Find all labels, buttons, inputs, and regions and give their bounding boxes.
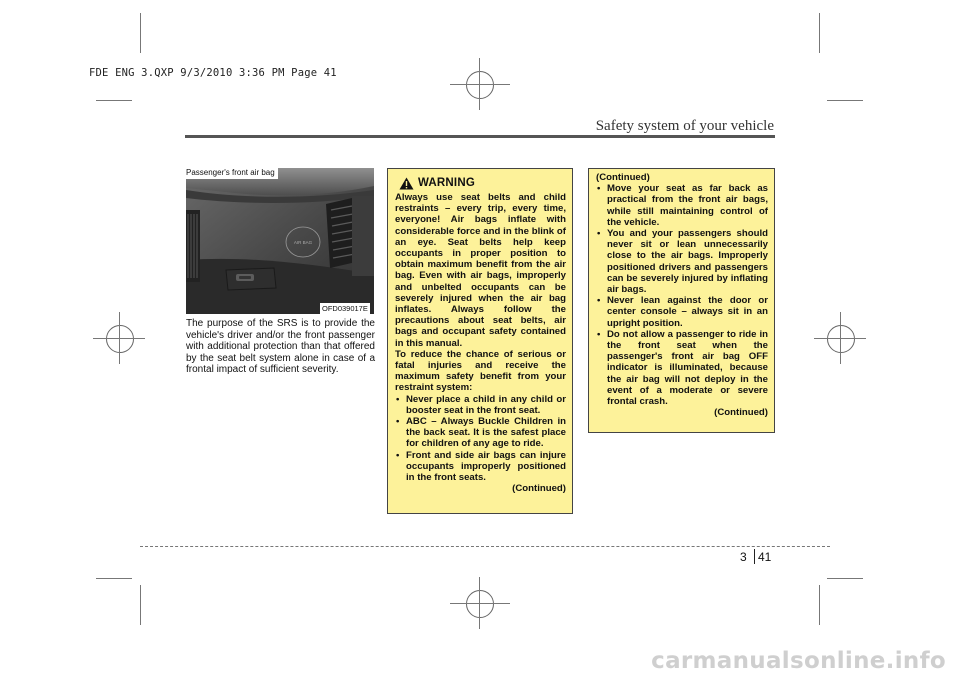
page-number-separator bbox=[754, 549, 755, 564]
figure-code: OFD039017E bbox=[322, 304, 368, 313]
warning-item: • ABC – Always Buckle Children in the back seat. It is the safest place for children of any age to ride. bbox=[395, 416, 566, 450]
continued-heading: (Continued) bbox=[596, 172, 650, 183]
warning-heading bbox=[399, 174, 566, 192]
figure-label: Passenger's front air bag bbox=[184, 167, 278, 179]
continued-item: • Move your seat as far back as practical from the front air bags, while still maintaining control of the vehicle. bbox=[596, 183, 768, 228]
warning-title: WARNING bbox=[418, 177, 475, 189]
page-section-number: 3 bbox=[740, 550, 747, 564]
printer-slug: FDE ENG 3.QXP 9/3/2010 3:36 PM Page 41 bbox=[89, 67, 337, 79]
warning-paragraph-1: Always use seat belts and child restraints – every trip, every time, everyone! Air bags inflate with considerable force and in the blink of an eye. Seat belts help keep occupants in proper position to obtain maximum benefit from the air bag. Even with air bags, improperly and unbelted occupants can be severely injured when the air bag inflates. Always follow the precautions about seat belts, air bags and occupant safety contained in this manual. bbox=[395, 192, 566, 349]
footer-rule bbox=[140, 546, 830, 547]
header-rule bbox=[185, 135, 775, 138]
airbag-mark: AIR BAG bbox=[293, 240, 313, 245]
continued-item: • Do not allow a passenger to ride in the front seat when the passenger's front air bag OFF indicator is illuminated, because the air bag will not deploy in the event of a moderate or severe frontal crash. bbox=[596, 329, 768, 407]
continued-item: • Never lean against the door or center console – always sit in an upright position. bbox=[596, 295, 768, 329]
page-number: 41 bbox=[758, 550, 772, 564]
header-title: Safety system of your vehicle bbox=[595, 118, 774, 134]
continued-item: • You and your passengers should never sit or lean unnecessarily close to the air bags. Improperly positioned drivers and passengers can be severely injured by inflating air bags. bbox=[596, 228, 768, 295]
dashboard-photo bbox=[186, 168, 374, 314]
warning-triangle-icon bbox=[399, 177, 414, 190]
dashboard-illustration bbox=[186, 168, 374, 314]
warning-item: • Never place a child in any child or booster seat in the front seat. bbox=[395, 394, 566, 416]
watermark: carmanualsonline.info bbox=[651, 648, 946, 674]
continued-warning-box bbox=[588, 168, 775, 433]
continued-footer: (Continued) bbox=[714, 407, 768, 419]
warning-continued: (Continued) bbox=[512, 483, 566, 495]
warning-box bbox=[387, 168, 573, 514]
warning-item: • Front and side air bags can injure occupants improperly positioned in the front seats. bbox=[395, 450, 566, 484]
body-paragraph: The purpose of the SRS is to provide the vehicle's driver and/or the front passenger with additional protection than that offered by the seat belt system alone in case of a frontal impact of sufficient severity. bbox=[186, 318, 375, 376]
warning-paragraph-2: To reduce the chance of serious or fatal injuries and receive the maximum safety benefit from your restraint system: bbox=[395, 348, 566, 394]
